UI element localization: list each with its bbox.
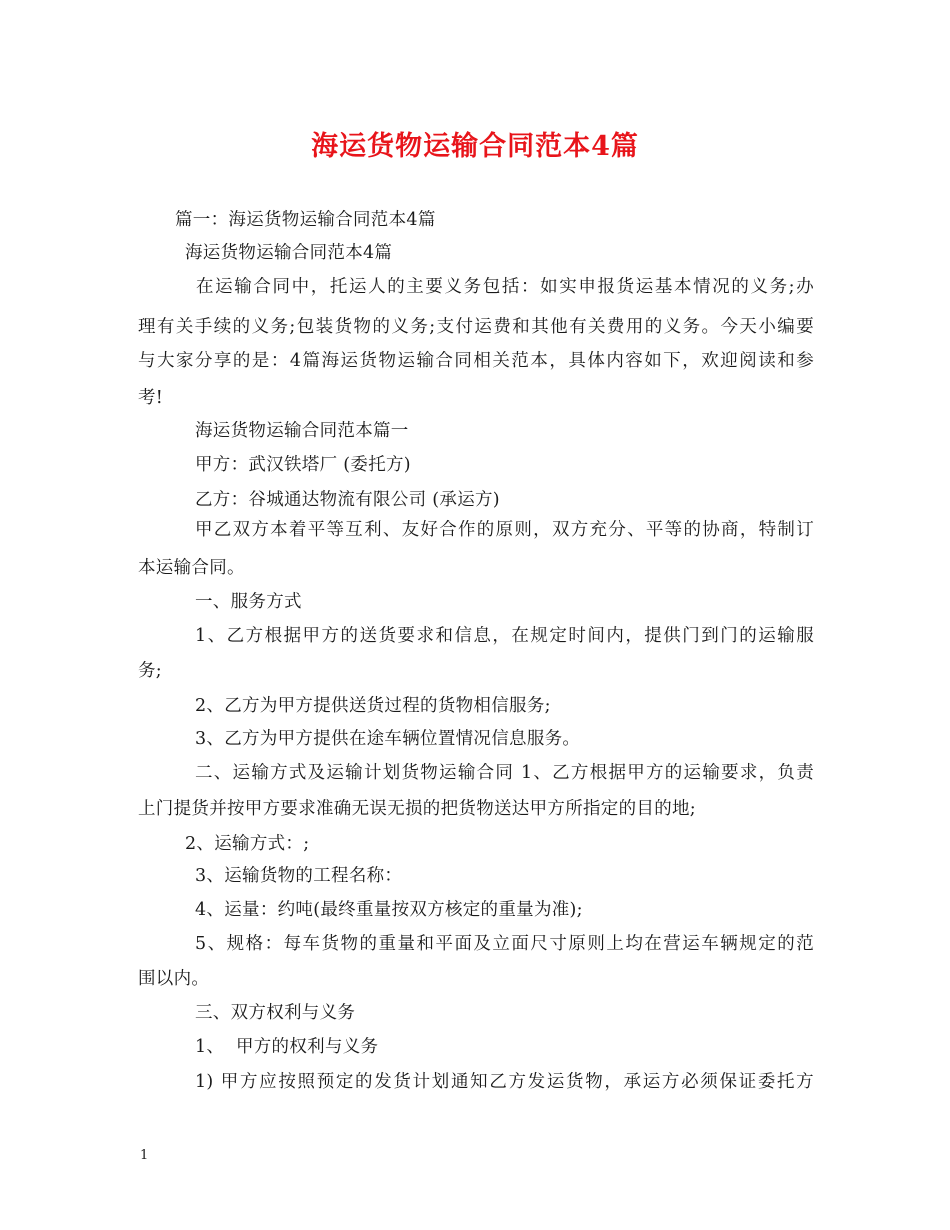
page-number: 1	[140, 1148, 149, 1163]
clause-line: 3、乙方为甲方提供在途车辆位置情况信息服务。	[195, 729, 581, 749]
party-a-line: 甲方：武汉铁塔厂 (委托方)	[195, 455, 411, 475]
paragraph-line: 与大家分享的是：4篇海运货物运输合同相关范本，具体内容如下，欢迎阅读和参	[138, 351, 814, 371]
document-title: 海运货物运输合同范本4篇	[311, 131, 639, 162]
clause-line: 2、乙方为甲方提供送货过程的货物相信服务;	[195, 696, 551, 716]
contract-heading: 海运货物运输合同范本篇一	[195, 421, 409, 441]
paragraph-line: 本运输合同。	[138, 558, 245, 578]
party-b-line: 乙方：谷城通达物流有限公司 (承运方)	[195, 490, 500, 510]
clause-line: 2、运输方式：;	[185, 834, 310, 854]
paragraph-line: 考!	[138, 388, 164, 408]
paragraph-line: 在运输合同中，托运人的主要义务包括：如实申报货运基本情况的义务;办	[196, 277, 814, 297]
clause-line: 1) 甲方应按照预定的发货计划通知乙方发运货物，承运方必须保证委托方	[195, 1072, 814, 1092]
clause-heading: 一、服务方式	[195, 592, 302, 612]
paragraph-line: 理有关手续的义务;包装货物的义务;支付运费和其他有关费用的义务。今天小编要	[138, 317, 814, 337]
clause-heading: 二、运输方式及运输计划货物运输合同 1、乙方根据甲方的运输要求，负责	[195, 763, 814, 783]
clause-line: 1、乙方根据甲方的送货要求和信息，在规定时间内，提供门到门的运输服	[195, 626, 814, 646]
clause-heading: 三、双方权利与义务	[195, 1003, 356, 1023]
clause-line: 4、运量：约吨(最终重量按双方核定的重量为准);	[195, 900, 583, 920]
clause-line: 1、 甲方的权利与义务	[195, 1037, 379, 1057]
subtitle-line: 海运货物运输合同范本4篇	[185, 243, 393, 263]
clause-line: 5、规格：每车货物的重量和平面及立面尺寸原则上均在营运车辆规定的范	[195, 934, 814, 954]
section-heading: 篇一：海运货物运输合同范本4篇	[175, 210, 436, 230]
clause-line: 务;	[138, 661, 162, 681]
paragraph-line: 甲乙双方本着平等互利、友好合作的原则，双方充分、平等的协商，特制订	[195, 520, 814, 540]
clause-line: 3、运输货物的工程名称：	[195, 866, 403, 886]
clause-line: 上门提货并按甲方要求准确无误无损的把货物送达甲方所指定的目的地;	[138, 799, 696, 819]
clause-line: 围以内。	[138, 969, 210, 989]
